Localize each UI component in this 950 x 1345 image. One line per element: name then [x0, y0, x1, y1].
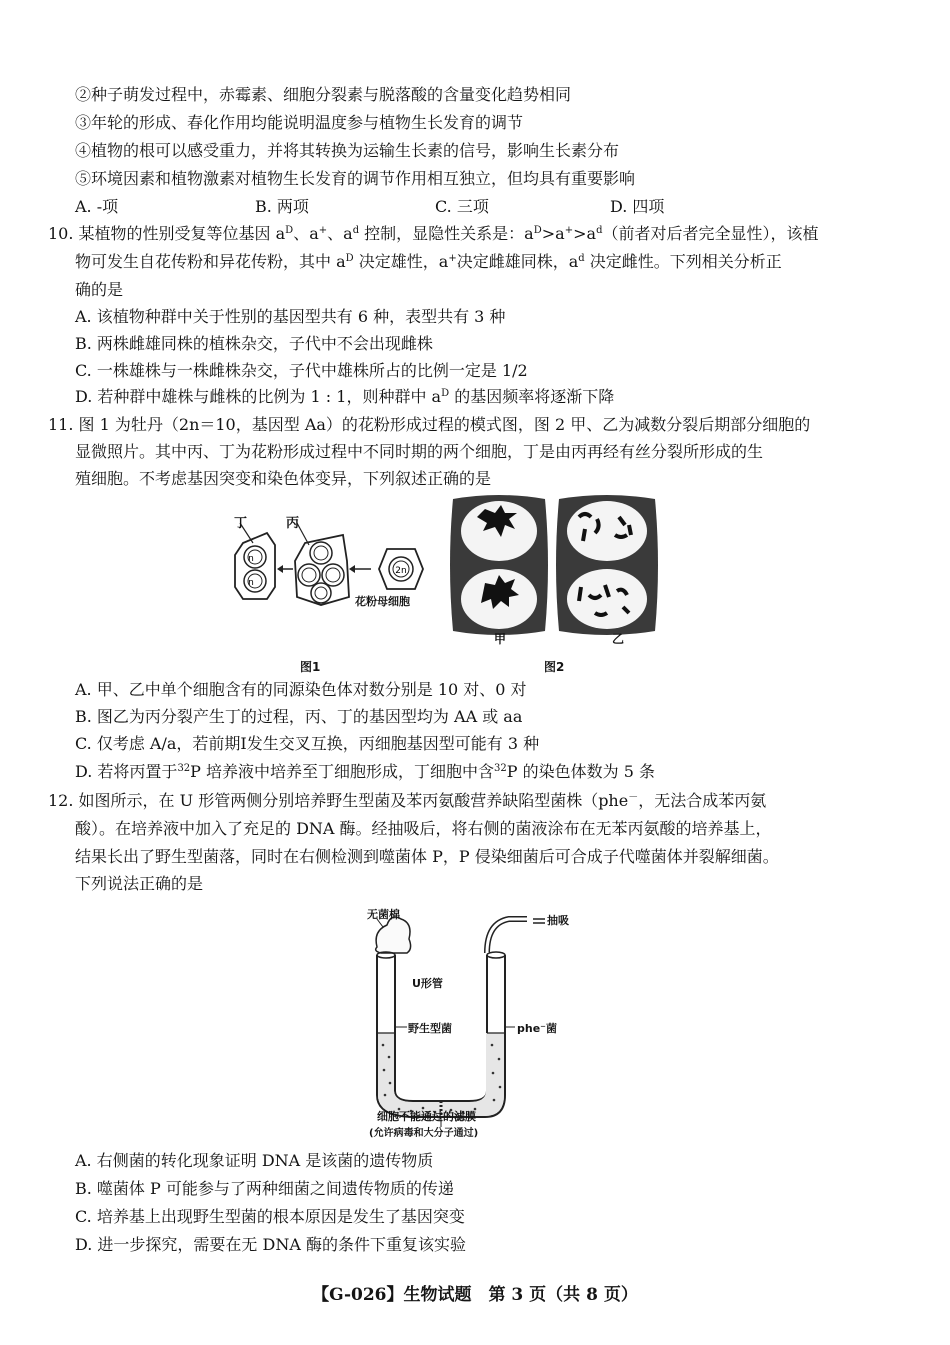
micrograph-jia — [450, 495, 548, 635]
figure-2-micrographs — [447, 495, 662, 635]
q11-stem-line-1: 11. 图 1 为牡丹（2n＝10，基因型 Aa）的花粉形成过程的模式图，图 2 甲、乙为减数分裂后期部分细胞的 — [48, 415, 811, 434]
cotton-plug — [376, 917, 411, 953]
ding-n-lower: n — [248, 578, 254, 588]
label-pollen-mother-cell: 花粉母细胞 — [355, 595, 410, 608]
label-jia: 甲 — [494, 632, 507, 646]
label-suction: 抽吸 — [547, 914, 569, 927]
ding-n-upper: n — [248, 554, 254, 564]
q12-stem-line-3: 结果长出了野生型菌落，同时在右侧检测到噬菌体 P，P 侵染细菌后可合成子代噬菌体并裂解细菌。 — [75, 847, 779, 866]
label-filter-note: (允许病毒和大分子通过) — [369, 1128, 479, 1139]
q12-option-b: B. 噬菌体 P 可能参与了两种细菌之间遗传物质的传递 — [75, 1179, 454, 1198]
q10-stem-line-3: 确的是 — [75, 280, 124, 299]
label-yi: 乙 — [612, 632, 625, 646]
q9-statement-4: ④植物的根可以感受重力，并将其转换为运输生长素的信号，影响生长素分布 — [75, 141, 620, 160]
q11-option-b: B. 图乙为丙分裂产生丁的过程，丙、丁的基因型均为 AA 或 aa — [75, 707, 523, 726]
page-footer: 【G-026】生物试题 第 3 页（共 8 页） — [312, 1285, 638, 1305]
q11-option-d: D. 若将丙置于$^{32}$P 培养液中培养至丁细胞形成，丁细胞中含$^{32}$P 的染色体数为 5 条 — [75, 762, 655, 781]
figure-1-caption: 图1 — [300, 660, 321, 674]
label-bing: 丙 — [286, 516, 300, 531]
q12-option-c: C. 培养基上出现野生型菌的根本原因是发生了基因突变 — [75, 1207, 465, 1226]
q9-option-d: D. 四项 — [610, 197, 665, 216]
q10-option-c: C. 一株雄株与一株雌株杂交，子代中雄株所占的比例一定是 1/2 — [75, 361, 528, 380]
label-phe-strain: phe⁻菌 — [517, 1022, 557, 1035]
q11-stem-line-3: 殖细胞。不考虑基因突变和染色体变异，下列叙述正确的是 — [75, 469, 492, 488]
q10-stem-line-1: 10. 某植物的性别受复等位基因 $a^D$、a+、$a^d$ 控制，显隐性关系是：$a^D>a^+>a^d$（前者对后者完全显性），该植 — [48, 224, 819, 243]
q9-option-b: B. 两项 — [255, 197, 309, 216]
figure-2-caption: 图2 — [544, 660, 565, 674]
label-filter-membrane: 细胞不能通过的滤膜 — [377, 1110, 476, 1123]
cell-bing — [295, 535, 349, 605]
label-ding: 丁 — [234, 516, 248, 531]
q12-option-d: D. 进一步探究，需要在无 DNA 酶的条件下重复该实验 — [75, 1235, 466, 1254]
micrograph-yi — [556, 495, 658, 635]
q12-option-a: A. 右侧菌的转化现象证明 DNA 是该菌的遗传物质 — [75, 1151, 434, 1170]
q11-stem-line-2: 显微照片。其中丙、丁为花粉形成过程中不同时期的两个细胞，丁是由丙再经有丝分裂所形成的生 — [75, 442, 764, 461]
q12-stem-line-2: 酸）。在培养液中加入了充足的 DNA 酶。经抽吸后，将右侧的菌液涂布在无苯丙氨酸的培养基上， — [75, 819, 772, 838]
q9-option-a: A. -项 — [75, 197, 119, 216]
q10-option-d: D. 若种群中雄株与雌株的比例为 1 : 1，则种群中 $a^D$ 的基因频率将逐渐下降 — [75, 387, 615, 406]
q10-option-b: B. 两株雌雄同株的植株杂交，子代中不会出现雌株 — [75, 334, 433, 353]
q12-stem-line-4: 下列说法正确的是 — [75, 874, 204, 893]
q12-stem-line-1: 12. 如图所示，在 U 形管两侧分别培养野生型菌及苯丙氨酸营养缺陷型菌株（phe－，无法合成苯丙氨 — [48, 791, 767, 810]
u-tube-figure — [355, 905, 585, 1130]
q9-statement-2: ②种子萌发过程中，赤霉素、细胞分裂素与脱落酸的含量变化趋势相同 — [75, 85, 572, 104]
q9-statement-5: ⑤环境因素和植物激素对植物生长发育的调节作用相互独立，但均具有重要影响 — [75, 169, 636, 188]
label-u-tube: U形管 — [412, 977, 443, 990]
q9-statement-3: ③年轮的形成、春化作用均能说明温度参与植物生长发育的调节 — [75, 113, 524, 132]
q11-option-c: C. 仅考虑 A/a，若前期Ⅰ发生交叉互换，丙细胞基因型可能有 3 种 — [75, 734, 540, 753]
mother-2n: 2n — [395, 566, 407, 576]
q11-option-a: A. 甲、乙中单个细胞含有的同源染色体对数分别是 10 对、0 对 — [75, 680, 527, 699]
label-sterile-cotton: 无菌棉 — [367, 908, 400, 921]
q10-stem-line-2: 物可发生自花传粉和异花传粉，其中 $a^D$ 决定雄性，a+决定雌雄同株，$a^d$ 决定雌性。下列相关分析正 — [75, 252, 782, 271]
cell-ding — [235, 533, 275, 599]
q9-option-c: C. 三项 — [435, 197, 489, 216]
q10-option-a: A. 该植物种群中关于性别的基因型共有 6 种，表型共有 3 种 — [75, 307, 506, 326]
label-wild-type: 野生型菌 — [408, 1022, 452, 1035]
